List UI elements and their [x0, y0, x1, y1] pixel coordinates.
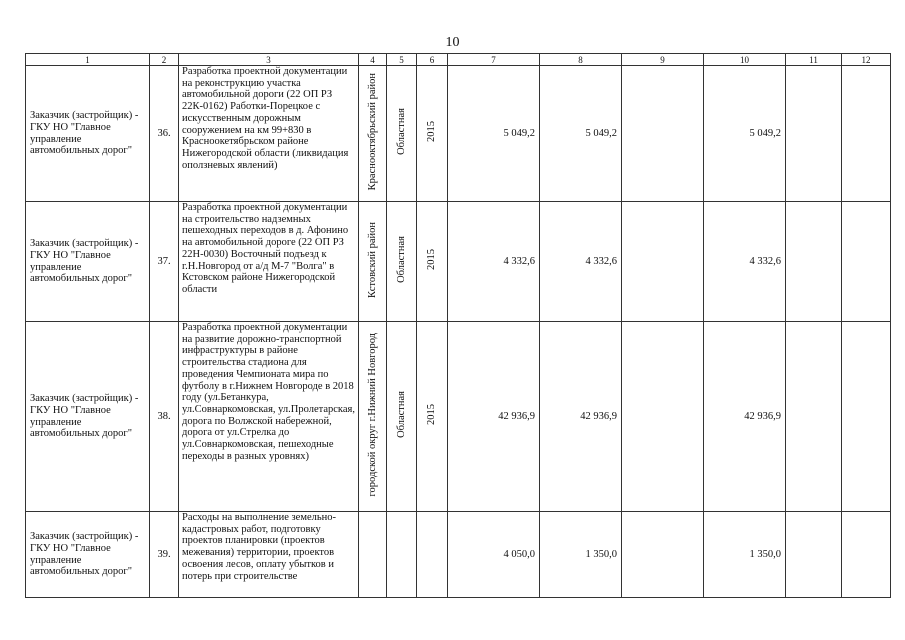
district-cell — [359, 66, 387, 202]
budget-level-label: Областная — [395, 108, 407, 156]
page-number: 10 — [445, 35, 460, 50]
year-cell — [417, 322, 448, 512]
district-label: Краснооктябрьский район — [366, 72, 378, 191]
year-cell — [417, 512, 448, 598]
year-label: 2015 — [426, 121, 438, 143]
column-number-row — [26, 54, 891, 66]
column-header: 9 — [622, 54, 704, 66]
budget-table — [25, 53, 891, 598]
table-row — [26, 512, 891, 598]
amount-cell — [786, 512, 842, 598]
district-cell — [359, 202, 387, 322]
amount-cell — [842, 66, 891, 202]
district-label: городской округ г.Нижний Новгород — [366, 332, 378, 497]
row-number-cell: 38. — [150, 322, 179, 512]
budget-level-cell — [387, 202, 417, 322]
column-header: 7 — [448, 54, 540, 66]
amount-cell: 5 049,2 — [540, 66, 622, 202]
amount-cell — [842, 322, 891, 512]
row-number-cell: 39. — [150, 512, 179, 598]
year-label: 2015 — [426, 404, 438, 426]
description-cell: Разработка проектной документации на развитие дорожно-транспортной инфраструктуры в районе строительства стадиона для проведения Чемпионата мира по футболу в г.Нижнем Новгороде в 2018 году (ул.Бетанкура, ул.Совнаркомовская, ул.Пролетарская, дорога по Волжской набережной, дорога от ул.Стрелка до ул.Совнаркомовская, пешеходные переходы в разных уровнях) — [179, 322, 359, 512]
year-cell — [417, 66, 448, 202]
table-row — [26, 322, 891, 512]
customer-cell: Заказчик (застройщик) - ГКУ НО "Главное управление автомобильных дорог" — [26, 66, 150, 202]
amount-cell — [842, 202, 891, 322]
amount-cell — [622, 66, 704, 202]
amount-cell — [786, 202, 842, 322]
column-header: 3 — [179, 54, 359, 66]
column-header: 4 — [359, 54, 387, 66]
amount-cell: 5 049,2 — [448, 66, 540, 202]
amount-cell: 4 332,6 — [540, 202, 622, 322]
column-header: 2 — [150, 54, 179, 66]
amount-cell — [622, 322, 704, 512]
district-cell — [359, 322, 387, 512]
amount-cell: 1 350,0 — [540, 512, 622, 598]
budget-level-label: Областная — [395, 236, 407, 284]
amount-cell — [622, 202, 704, 322]
district-label: Кстовский район — [366, 221, 378, 298]
amount-cell: 4 050,0 — [448, 512, 540, 598]
budget-level-cell — [387, 512, 417, 598]
column-header: 10 — [704, 54, 786, 66]
amount-cell: 4 332,6 — [448, 202, 540, 322]
amount-cell: 4 332,6 — [704, 202, 786, 322]
year-label: 2015 — [426, 249, 438, 271]
description-cell: Разработка проектной документации на реконструкцию участка автомобильной дороги (22 ОП РЗ 22К-0162) Работки-Порецкое с искусственным дорожным сооружением на км 99+830 в Красноокетябрьском районе Нижегородской области (ликвидация оползневых явлений) — [179, 66, 359, 202]
description-cell: Разработка проектной документации на строительство надземных пешеходных переходов в д. Афонино на автомобильной дороге (22 ОП РЗ 22Н-0030) Восточный подъезд к г.Н.Новгород от а/д М-7 "Волга" в Кстовском районе Нижегородской области — [179, 202, 359, 322]
column-header: 12 — [842, 54, 891, 66]
budget-level-label: Областная — [395, 391, 407, 439]
amount-cell — [786, 66, 842, 202]
column-header: 6 — [417, 54, 448, 66]
budget-level-cell — [387, 322, 417, 512]
column-header: 1 — [26, 54, 150, 66]
amount-cell: 1 350,0 — [704, 512, 786, 598]
column-header: 8 — [540, 54, 622, 66]
amount-cell — [842, 512, 891, 598]
year-cell — [417, 202, 448, 322]
district-cell — [359, 512, 387, 598]
amount-cell: 5 049,2 — [704, 66, 786, 202]
amount-cell: 42 936,9 — [540, 322, 622, 512]
description-cell: Расходы на выполнение земельно-кадастровых работ, подготовку проектов планировки (проектов межевания) территории, проектов освоения лесов, оплату убытков и потерь при строительстве — [179, 512, 359, 598]
customer-cell: Заказчик (застройщик) - ГКУ НО "Главное управление автомобильных дорог" — [26, 512, 150, 598]
column-header: 11 — [786, 54, 842, 66]
amount-cell: 42 936,9 — [704, 322, 786, 512]
customer-cell: Заказчик (застройщик) - ГКУ НО "Главное управление автомобильных дорог" — [26, 202, 150, 322]
row-number-cell: 37. — [150, 202, 179, 322]
amount-cell: 42 936,9 — [448, 322, 540, 512]
customer-cell: Заказчик (застройщик) - ГКУ НО "Главное управление автомобильных дорог" — [26, 322, 150, 512]
budget-level-cell — [387, 66, 417, 202]
table-row — [26, 66, 891, 202]
table-row — [26, 202, 891, 322]
amount-cell — [786, 322, 842, 512]
column-header: 5 — [387, 54, 417, 66]
row-number-cell: 36. — [150, 66, 179, 202]
amount-cell — [622, 512, 704, 598]
